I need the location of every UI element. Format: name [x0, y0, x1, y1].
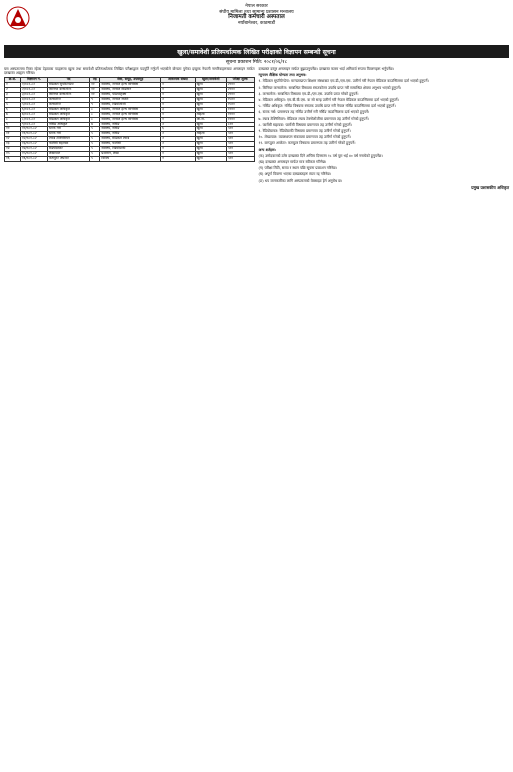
table-cell: ६/०८१-८२ [20, 107, 47, 112]
table-cell: कम्प्युटर अपरेटर [47, 156, 89, 161]
table-cell: ल्याब टेक्निसियन [47, 137, 89, 142]
header-line-4: नयाँबानेश्वर, काठमाडौं [237, 20, 276, 26]
table-cell: खुला [195, 152, 226, 157]
table-cell: ५ [90, 147, 100, 152]
table-cell: ५ [5, 102, 21, 107]
table-cell: ८ [90, 107, 100, 112]
table-cell: ५०० [226, 132, 254, 137]
table-cell: स्वास्थ्य, मेडिकल ल्याब [100, 137, 161, 142]
table-cell: ११ [5, 132, 21, 137]
table-cell: २ [161, 122, 196, 127]
intro-text: यस अस्पतालमा रिक्त रहेका देहायका पदहरूमा खुला तथा समावेशी प्रतिस्पर्धात्मक लिखित परीक्षाद्वारा पदपूर्ति गर्नुपर्ने भएकोले योग्यता पुगेका इच्छुक नेपाली नागरिकहरूबाट अनलाइन मार्फत दरखास्त आह्वान गरिन्छ। [4, 67, 255, 76]
table-cell: स्वास्थ्य, रेडियोग्राफी [100, 147, 161, 152]
table-cell: ७ [5, 112, 21, 117]
notice-date: सूचना प्रकाशन मिति: २०८१/०६/१८ [225, 60, 288, 65]
table-cell: ५०० [226, 142, 254, 147]
header-line-1: नेपाल सरकार [245, 4, 268, 9]
table-cell: स्वास्थ्य, जनरल हेल्थ सर्भिसेस [100, 107, 161, 112]
table-cell: १ [161, 117, 196, 122]
table-cell: १४ [5, 147, 21, 152]
table-cell: ५ [90, 142, 100, 147]
table-cell: १ [5, 83, 21, 88]
table-cell: ७ [90, 122, 100, 127]
col-count: आवश्यक संख्या [161, 78, 196, 83]
table-cell: १४/०८१-८२ [20, 147, 47, 152]
table-cell: खुला [195, 83, 226, 88]
table-cell: ५ [90, 127, 100, 132]
hospital-name: निजामती कर्मचारी अस्पताल [228, 14, 285, 21]
table-cell: खुला [195, 88, 226, 93]
notice-title: खुला/समावेशी प्रतिस्पर्धात्मक लिखित परीक्षाको विज्ञापन सम्बन्धी सूचना [4, 45, 509, 58]
table-cell: १००० [226, 107, 254, 112]
table-cell: ८ [90, 117, 100, 122]
table-cell: ८ [5, 117, 21, 122]
table-cell: मेडिकल अधिकृत [47, 117, 89, 122]
condition-item: (ङ) थप जानकारीका लागि अस्पतालको वेबसाइट हेर्न अनुरोध छ। [258, 178, 343, 183]
table-cell: स्वास्थ्य, जनरल सर्जरी [100, 98, 161, 103]
table-cell: १२/०८१-८२ [20, 137, 47, 142]
table-cell: २००० [226, 88, 254, 93]
table-cell: स्वास्थ्य, पेडियाट्रिक्स [100, 93, 161, 98]
qualification-list [259, 79, 510, 145]
table-cell: ३ [161, 107, 196, 112]
table-cell: फार्मेसी सहायक [47, 142, 89, 147]
table-cell: १००० [226, 112, 254, 117]
table-cell: ५०० [226, 127, 254, 132]
table-cell: ५ [90, 132, 100, 137]
table-cell: विविध [100, 156, 161, 161]
condition-item: (ग) परीक्षा मिति, समय र स्थान पछि सूचना प्रकाशन गरिनेछ। [258, 166, 338, 171]
table-cell: लेखापाल [47, 152, 89, 157]
qualification-item: १०. लेखापाल: व्यवस्थापन संकायमा प्रमाणपत्र तह उत्तीर्ण गरेको हुनुपर्ने। [258, 135, 351, 140]
table-cell: स्वास्थ्य, नर्सिङ [100, 132, 161, 137]
table-cell: ६ [5, 107, 21, 112]
table-cell: १ [161, 83, 196, 88]
table-cell: खुला [195, 102, 226, 107]
table-cell: स्वास्थ्य, नर्सिङ [100, 122, 161, 127]
table-cell: मेडिकल अधिकृत [47, 112, 89, 117]
table-cell: स्वास्थ्य, जनरल हेल्थ सर्भिसेस [100, 117, 161, 122]
table-cell: १० [5, 127, 21, 132]
right-column [259, 67, 510, 190]
table-cell: ५ [90, 152, 100, 157]
table-cell: ४ [5, 98, 21, 103]
qualification-item: ४. मेडिकल अधिकृत: एम.बी.बी.एस. वा सो सरह उत्तीर्ण गरी नेपाल मेडिकल काउन्सिलमा दर्ता भएको हुनुपर्ने। [258, 98, 399, 103]
table-cell: ५०० [226, 152, 254, 157]
content-columns [4, 67, 509, 190]
table-cell: ३/०८१-८२ [20, 93, 47, 98]
table-cell: खुला [195, 127, 226, 132]
table-cell: ५ [90, 137, 100, 142]
table-cell: स्वास्थ्य, जनरल हेल्थ सर्भिसेस [100, 112, 161, 117]
col-fee: परीक्षा शुल्क [226, 78, 254, 83]
table-cell: १ [161, 152, 196, 157]
qualification-item: ३. कन्सल्टेन्ट: सम्बन्धित विषयमा एम.डी./एम.एस. उपाधि प्राप्त गरेको हुनुपर्ने। [258, 91, 359, 96]
table-cell: ५०० [226, 137, 254, 142]
table-cell: आ.ज. [195, 117, 226, 122]
table-cell: ५०० [226, 156, 254, 161]
table-row [5, 156, 255, 161]
conditions-title-text: अन्य शर्तहरू: [258, 147, 277, 152]
conditions-title [259, 148, 510, 152]
table-cell: मेडिकल अधिकृत [47, 107, 89, 112]
table-cell: ११ [90, 88, 100, 93]
table-cell: ८/०८१-८२ [20, 117, 47, 122]
qualification-title-text: न्यूनतम शैक्षिक योग्यता तथा अनुभव: [258, 73, 307, 78]
org-lines [4, 4, 509, 26]
qualification-title [259, 73, 510, 77]
signature: प्रमुख प्रशासकीय अधिकृत [471, 184, 509, 190]
table-cell: २/०८१-८२ [20, 88, 47, 93]
table-cell: १ [161, 156, 196, 161]
table-cell: ११/०८१-८२ [20, 132, 47, 137]
qualification-item: १. मेडिकल सुपरिटेन्डेन्ट: मान्यताप्राप्त शिक्षण संस्थाबाट एम.डी./एम.एस. उत्तीर्ण गरी नेपाल मेडिकल काउन्सिलमा दर्ता भएको हुनुपर्ने। [258, 79, 429, 84]
table-cell: महिला [195, 112, 226, 117]
table-cell: १५ [5, 152, 21, 157]
table-cell: १ [161, 147, 196, 152]
qualification-item: ७. ल्याब टेक्निसियन: मेडिकल ल्याब टेक्नोलोजीमा प्रमाणपत्र तह उत्तीर्ण गरेको हुनुपर्ने। [258, 116, 369, 121]
table-cell: सिनियर कन्सल्टेन्ट [47, 93, 89, 98]
table-cell: ८०० [226, 122, 254, 127]
table-cell: ९ [5, 122, 21, 127]
table-cell: नर्सिङ अधिकृत [47, 122, 89, 127]
table-cell: १०/०८१-८२ [20, 127, 47, 132]
qualification-item: ६. स्टाफ नर्स: प्रमाणपत्र तह नर्सिङ उत्तीर्ण गरी नर्सिङ काउन्सिलमा दर्ता भएको हुनुपर्ने। [258, 110, 370, 115]
col-post: पद [47, 78, 89, 83]
table-cell: रेडियोग्राफर [47, 147, 89, 152]
table-cell: १६/०८१-८२ [20, 156, 47, 161]
table-cell: ५/०८१-८२ [20, 102, 47, 107]
nepal-emblem-icon [6, 6, 30, 30]
table-cell: २ [161, 142, 196, 147]
col-category: खुला/समावेशी [195, 78, 226, 83]
table-cell: खुला [195, 122, 226, 127]
table-cell: १००० [226, 117, 254, 122]
table-cell: ९ [90, 98, 100, 103]
table-cell: प्रशासन, लेखा [100, 152, 161, 157]
table-cell: खुला [195, 98, 226, 103]
table-cell: ५०० [226, 147, 254, 152]
table-cell: स्वास्थ्य, रेडियोलोजी [100, 102, 161, 107]
table-cell: १५०० [226, 102, 254, 107]
table-cell: खुला [195, 147, 226, 152]
col-adv-no: विज्ञापन नं. [20, 78, 47, 83]
table-cell: १५/०८१-८२ [20, 152, 47, 157]
table-cell: १३/०८१-८२ [20, 142, 47, 147]
conditions-list [259, 154, 510, 183]
table-cell: ८ [90, 112, 100, 117]
col-service: सेवा, समूह, उपसमूह [100, 78, 161, 83]
table-cell: मेडिकल सुपरिटेन्डेन्ट [47, 83, 89, 88]
table-cell: १/०८१-८२ [20, 83, 47, 88]
table-cell: ४/०८१-८२ [20, 98, 47, 103]
qualification-item: ८. फार्मेसी सहायक: फार्मेसी विषयमा प्रमाणपत्र तह उत्तीर्ण गरेको हुनुपर्ने। [258, 122, 352, 127]
vacancy-table [4, 77, 255, 161]
table-cell: स्वास्थ्य, जनरल मेडिसिन [100, 88, 161, 93]
table-cell: १ [161, 88, 196, 93]
table-cell: ३ [5, 93, 21, 98]
table-cell: २००० [226, 83, 254, 88]
header [4, 4, 509, 44]
col-sn: क्र.सं. [5, 78, 21, 83]
table-cell: १ [161, 112, 196, 117]
qualification-item: ११. कम्प्युटर अपरेटर: कम्प्युटर विषयमा प्रमाणपत्र तह उत्तीर्ण गरेको हुनुपर्ने। [258, 141, 356, 146]
table-cell: ६ [161, 127, 196, 132]
table-cell: सिनियर कन्सल्टेन्ट [47, 88, 89, 93]
table-cell: २००० [226, 93, 254, 98]
table-cell: स्वास्थ्य, नर्सिङ [100, 127, 161, 132]
condition-item: (घ) अपूर्ण विवरण भएका दरखास्तहरू स्वतः रद्द गरिनेछ। [258, 172, 332, 177]
table-cell: स्टाफ नर्स [47, 127, 89, 132]
table-cell: १ [161, 102, 196, 107]
table-cell: ११ [90, 93, 100, 98]
table-cell: खुला [195, 137, 226, 142]
table-cell: ७/०८१-८२ [20, 112, 47, 117]
table-cell: खुला [195, 156, 226, 161]
table-cell: २ [5, 88, 21, 93]
table-cell: १६ [5, 156, 21, 161]
header-line-2: संघीय मामिला तथा सामान्य प्रशासन मन्त्रालय [219, 9, 294, 15]
table-body [5, 83, 255, 162]
table-cell: १५०० [226, 98, 254, 103]
table-cell: ९/०८१-८२ [20, 122, 47, 127]
table-cell: स्टाफ नर्स [47, 132, 89, 137]
table-cell: १ [161, 93, 196, 98]
table-cell: २ [161, 98, 196, 103]
condition-item: (ख) दरखास्त अनलाइन मार्फत मात्र स्वीकार गरिनेछ। [258, 160, 327, 165]
table-cell: महिला [195, 132, 226, 137]
qualification-item: ५. नर्सिङ अधिकृत: नर्सिङ विषयमा स्नातक उपाधि प्राप्त गरी नेपाल नर्सिङ काउन्सिलमा दर्ता भएको हुनुपर्ने। [258, 104, 396, 109]
table-cell: कन्सल्टेन्ट [47, 102, 89, 107]
table-cell: स्वास्थ्य, जनरल हेल्थ सर्भिसेस [100, 83, 161, 88]
left-column [4, 67, 255, 190]
qualification-item: २. सिनियर कन्सल्टेन्ट: सम्बन्धित विषयमा स्नातकोत्तर उपाधि प्राप्त गरी सम्बन्धित क्षेत्रमा अनुभव भएको हुनुपर्ने। [258, 85, 401, 90]
table-cell: २ [161, 137, 196, 142]
notice-page [4, 4, 509, 764]
qualification-item: ९. रेडियोग्राफर: रेडियोग्राफी विषयमा प्रमाणपत्र तह उत्तीर्ण गरेको हुनुपर्ने। [258, 129, 351, 134]
table-cell: ९ [90, 102, 100, 107]
table-cell: खुला [195, 107, 226, 112]
table-cell: १३ [5, 142, 21, 147]
table-cell: १२ [5, 137, 21, 142]
table-cell: ५ [90, 156, 100, 161]
table-cell: खुला [195, 93, 226, 98]
table-cell: २ [161, 132, 196, 137]
table-cell: कन्सल्टेन्ट [47, 98, 89, 103]
col-level: तह [90, 78, 100, 83]
condition-item: (क) उम्मेदवारको उमेर दरखास्त दिने अन्तिम दिनसम्म १८ वर्ष पूरा भई ४० वर्ष ननाघेको हुनुपर्नेछ। [258, 153, 383, 158]
table-cell: खुला [195, 142, 226, 147]
table-cell: स्वास्थ्य, फार्मेसी [100, 142, 161, 147]
fee-note: दरखास्त दस्तुर अनलाइन मार्फत बुझाउनुपर्नेछ। दरखास्त फारम भर्दा अनिवार्य रूपमा विवरणहरू भर्नुपर्नेछ। [258, 67, 395, 71]
table-cell: ११ [90, 83, 100, 88]
